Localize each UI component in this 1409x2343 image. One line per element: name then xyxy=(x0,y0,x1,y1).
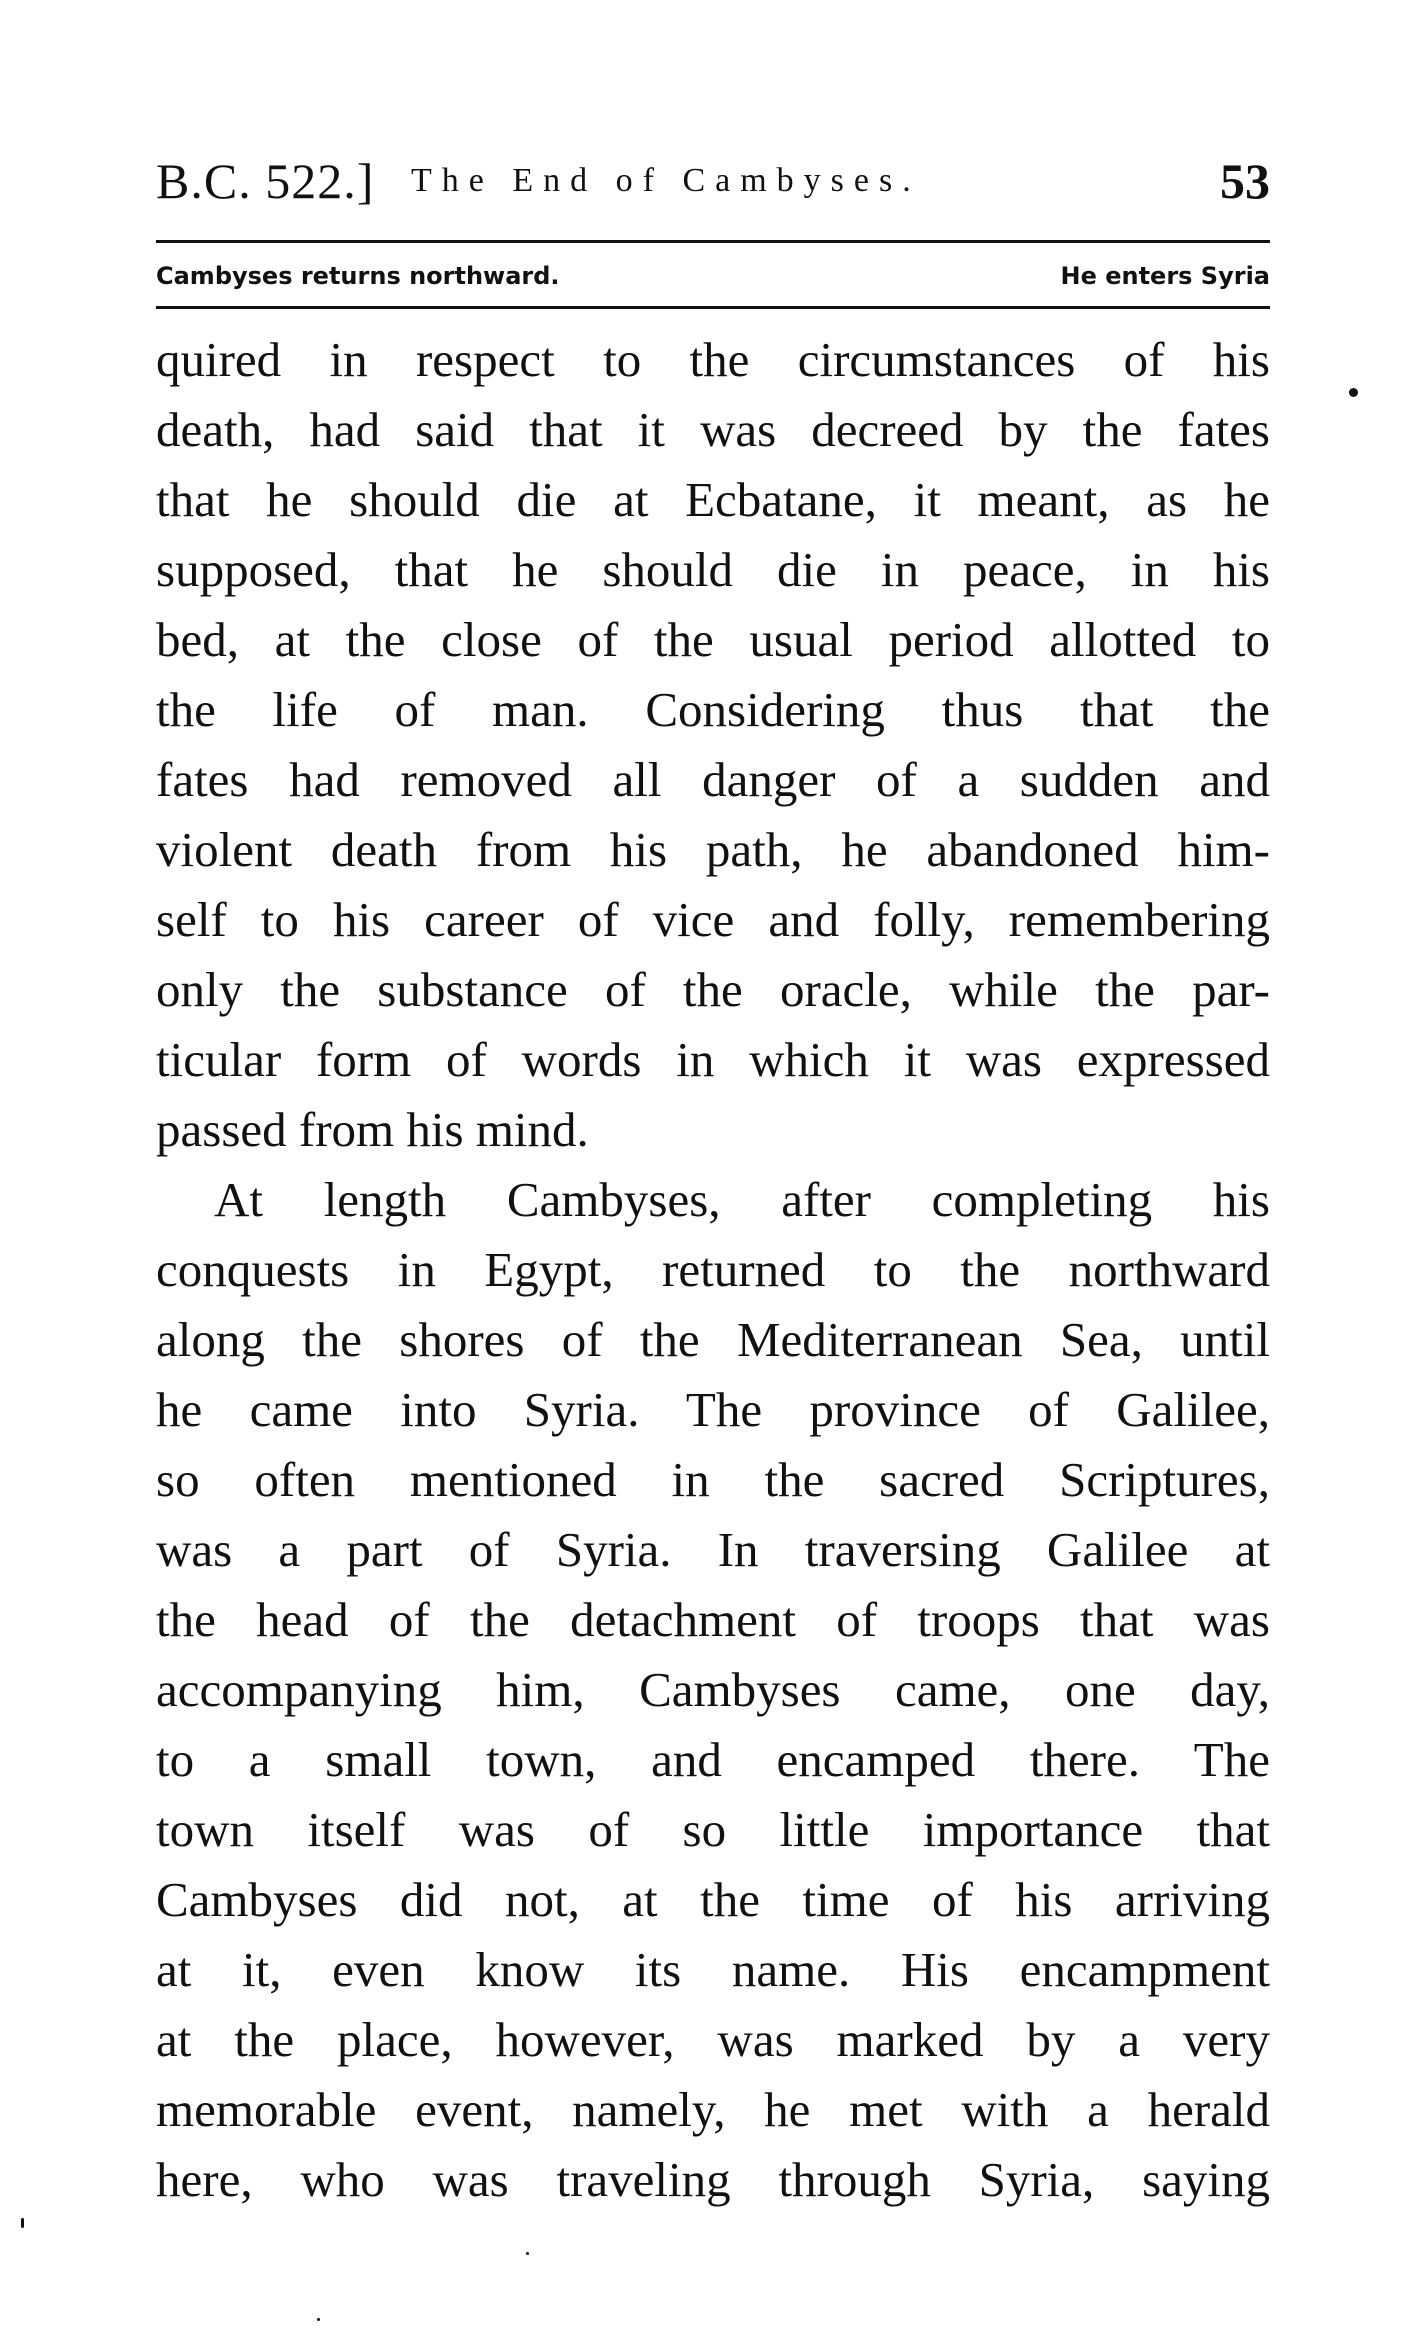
text-line: the life of man. Considering thus that the xyxy=(156,682,1270,737)
text-line: quired in respect to the circumstances of his xyxy=(156,332,1270,387)
header-rule-bottom xyxy=(156,306,1270,309)
text-line: accompanying him, Cambyses came, one day, xyxy=(156,1662,1270,1717)
subheading-right: He enters Syria xyxy=(1060,262,1270,290)
text-line: conquests in Egypt, returned to the northward xyxy=(156,1242,1270,1297)
ink-speck xyxy=(1349,388,1358,397)
text-line: along the shores of the Mediterranean Sea, until xyxy=(156,1312,1270,1367)
text-line: Cambyses did not, at the time of his arriving xyxy=(156,1872,1270,1927)
text-line: fates had removed all danger of a sudden and xyxy=(156,752,1270,807)
subheading-left: Cambyses returns northward. xyxy=(156,262,560,290)
text-line: that he should die at Ecbatane, it meant, as he xyxy=(156,472,1270,527)
text-line: memorable event, namely, he met with a herald xyxy=(156,2082,1270,2137)
text-line: town itself was of so little importance that xyxy=(156,1802,1270,1857)
text-line: at the place, however, was marked by a very xyxy=(156,2012,1270,2067)
paragraph xyxy=(156,1165,1270,2215)
text-line: here, who was traveling through Syria, saying xyxy=(156,2152,1270,2207)
running-head xyxy=(156,150,1270,212)
text-line: violent death from his path, he abandoned him- xyxy=(156,822,1270,877)
ink-speck xyxy=(526,2252,529,2255)
running-head-title: The End of Cambyses. xyxy=(411,162,921,199)
text-line: At length Cambyses, after completing his xyxy=(214,1172,1270,1227)
ink-speck xyxy=(317,2318,320,2321)
body-text xyxy=(156,325,1270,2215)
paragraph xyxy=(156,325,1270,1165)
text-line: at it, even know its name. His encampment xyxy=(156,1942,1270,1997)
text-line: to a small town, and encamped there. The xyxy=(156,1732,1270,1787)
text-line: he came into Syria. The province of Galilee, xyxy=(156,1382,1270,1437)
marginal-subheadings xyxy=(156,254,1270,298)
page-number: 53 xyxy=(1220,153,1270,209)
text-line: death, had said that it was decreed by the fates xyxy=(156,402,1270,457)
text-line: passed from his mind. xyxy=(156,1102,589,1157)
text-line: only the substance of the oracle, while the par- xyxy=(156,962,1270,1017)
text-line: supposed, that he should die in peace, in his xyxy=(156,542,1270,597)
text-line: the head of the detachment of troops that was xyxy=(156,1592,1270,1647)
text-line: ticular form of words in which it was expressed xyxy=(156,1032,1270,1087)
header-rule-top xyxy=(156,240,1270,243)
text-line: so often mentioned in the sacred Scriptures, xyxy=(156,1452,1270,1507)
text-line: was a part of Syria. In traversing Galilee at xyxy=(156,1522,1270,1577)
text-line: bed, at the close of the usual period allotted to xyxy=(156,612,1270,667)
ink-speck xyxy=(21,2218,24,2228)
running-head-date: B.C. 522.] xyxy=(156,153,375,209)
text-line: self to his career of vice and folly, remembering xyxy=(156,892,1270,947)
